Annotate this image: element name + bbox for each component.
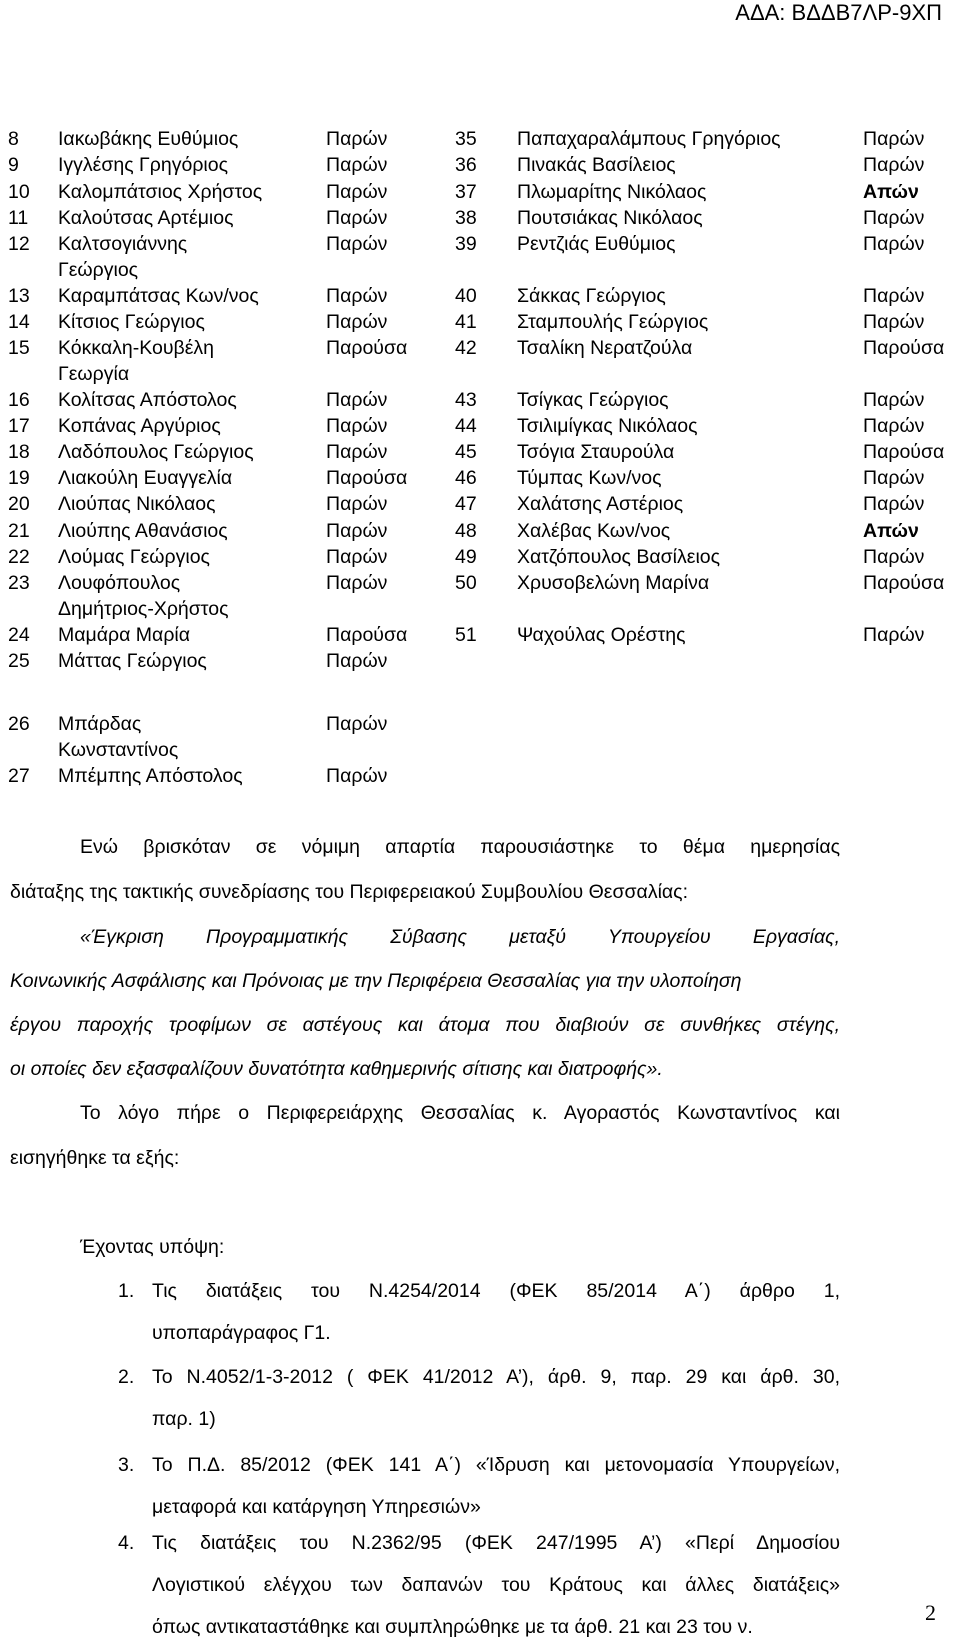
member-name: Κοπάνας Αργύριος [58, 415, 221, 437]
paragraph-1-line-2: διάταξης της τακτικής συνεδρίασης του Περιφερειακού Συμβουλίου Θεσσαλίας: [10, 881, 688, 903]
list-item-text: Τις διατάξεις του Ν.2362/95 (ΦΕΚ 247/1995 Α’) «Περί Δημοσίου [152, 1532, 840, 1554]
member-number: 45 [455, 441, 477, 463]
member-name: Χρυσοβελώνη Μαρίνα [517, 572, 710, 594]
paragraph-1-line-1: Ενώ βρισκόταν σε νόμιμη απαρτία παρουσιάστηκε το θέμα ημερησίας [80, 836, 840, 858]
attendance-status: Παρών [326, 765, 388, 787]
list-item-text: υποπαράγραφος Γ1. [152, 1322, 331, 1344]
attendance-status: Παρών [863, 467, 925, 489]
attendance-status: Παρών [326, 650, 388, 672]
attendance-status: Παρών [326, 572, 388, 594]
member-number: 18 [8, 441, 30, 463]
list-item-text: Λογιστικού ελέγχου των δαπανών του Κράτους και άλλες διατάξεις» [152, 1574, 840, 1596]
member-number: 38 [455, 207, 477, 229]
attendance-status: Παρούσα [326, 467, 408, 489]
member-number: 17 [8, 415, 30, 437]
paragraph-2-line-2: εισηγήθηκε τα εξής: [10, 1147, 180, 1169]
member-name: Λιούπης Αθανάσιος [58, 520, 228, 542]
attendance-status: Παρών [863, 207, 925, 229]
member-name-continuation: Κωνσταντίνος [58, 739, 179, 761]
attendance-status: Παρών [326, 389, 388, 411]
member-name: Μπάρδας [58, 713, 142, 735]
attendance-status: Παρών [326, 181, 388, 203]
member-name: Λιούπας Νικόλαος [58, 493, 216, 515]
attendance-status: Παρών [326, 207, 388, 229]
member-number: 46 [455, 467, 477, 489]
list-item-text: μεταφορά και κατάργηση Υπηρεσιών» [152, 1496, 481, 1518]
member-number: 50 [455, 572, 477, 594]
member-number: 16 [8, 389, 30, 411]
member-number: 40 [455, 285, 477, 307]
member-number: 13 [8, 285, 30, 307]
member-name: Σταμπουλής Γεώργιος [517, 311, 709, 333]
attendance-status: Παρών [326, 520, 388, 542]
member-number: 41 [455, 311, 477, 333]
member-number: 10 [8, 181, 30, 203]
member-number: 44 [455, 415, 477, 437]
attendance-status: Παρούσα [326, 624, 408, 646]
member-name: Μάττας Γεώργιος [58, 650, 207, 672]
attendance-status: Παρών [326, 713, 388, 735]
member-number: 35 [455, 128, 477, 150]
member-name: Χαλέβας Κων/νος [517, 520, 671, 542]
member-name: Λαδόπουλος Γεώργιος [58, 441, 254, 463]
member-name: Τσίγκας Γεώργιος [517, 389, 669, 411]
attendance-status: Παρών [863, 415, 925, 437]
member-number: 19 [8, 467, 30, 489]
member-name: Λουφόπουλος [58, 572, 181, 594]
attendance-status: Παρών [863, 128, 925, 150]
attendance-status: Απών [863, 181, 919, 203]
member-number: 14 [8, 311, 30, 333]
list-item-text: Το Ν.4052/1-3-2012 ( ΦΕΚ 41/2012 Α’), άρθ. 9, παρ. 29 και άρθ. 30, [152, 1366, 840, 1388]
member-name-continuation: Γεώργιος [58, 259, 139, 281]
member-number: 43 [455, 389, 477, 411]
member-number: 12 [8, 233, 30, 255]
attendance-status: Παρούσα [863, 572, 945, 594]
member-number: 9 [8, 154, 19, 176]
member-name: Τσαλίκη Νερατζούλα [517, 337, 693, 359]
member-name: Κόκκαλη-Κουβέλη [58, 337, 215, 359]
attendance-status: Παρών [863, 389, 925, 411]
list-item-text: Το Π.Δ. 85/2012 (ΦΕΚ 141 Α΄) «Ίδρυση και μετονομασία Υπουργείων, [152, 1454, 840, 1476]
list-item-number: 3. [118, 1454, 135, 1476]
member-name: Κολίτσας Απόστολος [58, 389, 237, 411]
member-number: 36 [455, 154, 477, 176]
member-name: Μαμάρα Μαρία [58, 624, 191, 646]
member-name: Ψαχούλας Ορέστης [517, 624, 686, 646]
member-number: 15 [8, 337, 30, 359]
member-name: Σάκκας Γεώργιος [517, 285, 666, 307]
member-name: Πινακάς Βασίλειος [517, 154, 676, 176]
considering-heading: Έχοντας υπόψη: [80, 1236, 225, 1258]
member-number: 27 [8, 765, 30, 787]
member-number: 8 [8, 128, 19, 150]
attendance-status: Απών [863, 520, 919, 542]
attendance-status: Παρών [326, 441, 388, 463]
quote-line-1: «Έγκριση Προγραμματικής Σύβασης μεταξύ Υπουργείου Εργασίας, [80, 926, 840, 948]
member-number: 42 [455, 337, 477, 359]
member-name: Λιακούλη Ευαγγελία [58, 467, 233, 489]
attendance-status: Παρούσα [863, 337, 945, 359]
member-number: 24 [8, 624, 30, 646]
member-name: Χατζόπουλος Βασίλειος [517, 546, 721, 568]
member-number: 23 [8, 572, 30, 594]
attendance-status: Παρών [326, 493, 388, 515]
member-number: 20 [8, 493, 30, 515]
member-number: 39 [455, 233, 477, 255]
member-name: Ρεντζιάς Ευθύμιος [517, 233, 676, 255]
attendance-status: Παρών [863, 311, 925, 333]
attendance-status: Παρών [326, 285, 388, 307]
paragraph-2-line-1: Το λόγο πήρε ο Περιφερειάρχης Θεσσαλίας κ. Αγοραστός Κωνσταντίνος και [80, 1102, 840, 1124]
list-item-text: Τις διατάξεις του Ν.4254/2014 (ΦΕΚ 85/2014 Α΄) άρθρο 1, [152, 1280, 840, 1302]
quote-line-3: έργου παροχής τροφίμων σε αστέγους και άτομα που διαβιούν σε συνθήκες στέγης, [10, 1014, 840, 1036]
member-name: Πλωμαρίτης Νικόλαος [517, 181, 707, 203]
list-item-number: 1. [118, 1280, 135, 1302]
member-number: 51 [455, 624, 477, 646]
attendance-status: Παρών [863, 285, 925, 307]
attendance-status: Παρών [863, 154, 925, 176]
member-number: 48 [455, 520, 477, 542]
member-name-continuation: Γεωργία [58, 363, 130, 385]
member-name: Καλομπάτσιος Χρήστος [58, 181, 263, 203]
attendance-status: Παρών [863, 493, 925, 515]
attendance-status: Παρών [326, 154, 388, 176]
quote-line-4: οι οποίες δεν εξασφαλίζουν δυνατότητα καθημερινής σίτισης και διατροφής». [10, 1058, 663, 1080]
attendance-list [0, 126, 960, 796]
attendance-status: Παρών [326, 311, 388, 333]
member-name: Παπαχαραλάμπους Γρηγόριος [517, 128, 781, 150]
document-code: ΑΔΑ: ΒΔΔΒ7ΛΡ-9ΧΠ [735, 0, 942, 25]
member-name: Μπέμπης Απόστολος [58, 765, 243, 787]
attendance-status: Παρούσα [326, 337, 408, 359]
member-name: Καλούτσας Αρτέμιος [58, 207, 234, 229]
list-item-number: 4. [118, 1532, 135, 1554]
attendance-status: Παρών [326, 546, 388, 568]
attendance-status: Παρών [863, 546, 925, 568]
attendance-status: Παρών [863, 624, 925, 646]
member-name: Ιακωβάκης Ευθύμιος [58, 128, 239, 150]
member-name: Πουτσιάκας Νικόλαος [517, 207, 703, 229]
quote-line-2: Κοινωνικής Ασφάλισης και Πρόνοιας με την Περιφέρεια Θεσσαλίας για την υλοποίηση [10, 970, 742, 992]
member-name: Ιγγλέσης Γρηγόριος [58, 154, 228, 176]
member-name: Κίτσιος Γεώργιος [58, 311, 205, 333]
member-number: 11 [8, 207, 29, 229]
list-item-number: 2. [118, 1366, 135, 1388]
member-name: Τσιλιμίγκας Νικόλαος [517, 415, 698, 437]
page-number: 2 [925, 1600, 936, 1625]
member-number: 26 [8, 713, 30, 735]
attendance-status: Παρών [863, 233, 925, 255]
attendance-status: Παρών [326, 233, 388, 255]
attendance-status: Παρούσα [863, 441, 945, 463]
member-name: Καλτσογιάννης [58, 233, 188, 255]
list-item-text: όπως αντικαταστάθηκε και συμπληρώθηκε με τα άρθ. 21 και 23 του ν. [152, 1616, 753, 1638]
member-number: 37 [455, 181, 477, 203]
list-item-text: παρ. 1) [152, 1408, 216, 1430]
member-name: Τύμπας Κων/νος [517, 467, 662, 489]
member-number: 47 [455, 493, 477, 515]
member-number: 21 [8, 520, 30, 542]
member-name: Καραμπάτσας Κων/νος [58, 285, 259, 307]
member-number: 22 [8, 546, 30, 568]
attendance-status: Παρών [326, 128, 388, 150]
member-name: Λούμας Γεώργιος [58, 546, 210, 568]
member-name: Τσόγια Σταυρούλα [517, 441, 675, 463]
member-number: 49 [455, 546, 477, 568]
member-number: 25 [8, 650, 30, 672]
member-name: Χαλάτσης Αστέριος [517, 493, 684, 515]
attendance-status: Παρών [326, 415, 388, 437]
member-name-continuation: Δημήτριος-Χρήστος [58, 598, 229, 620]
